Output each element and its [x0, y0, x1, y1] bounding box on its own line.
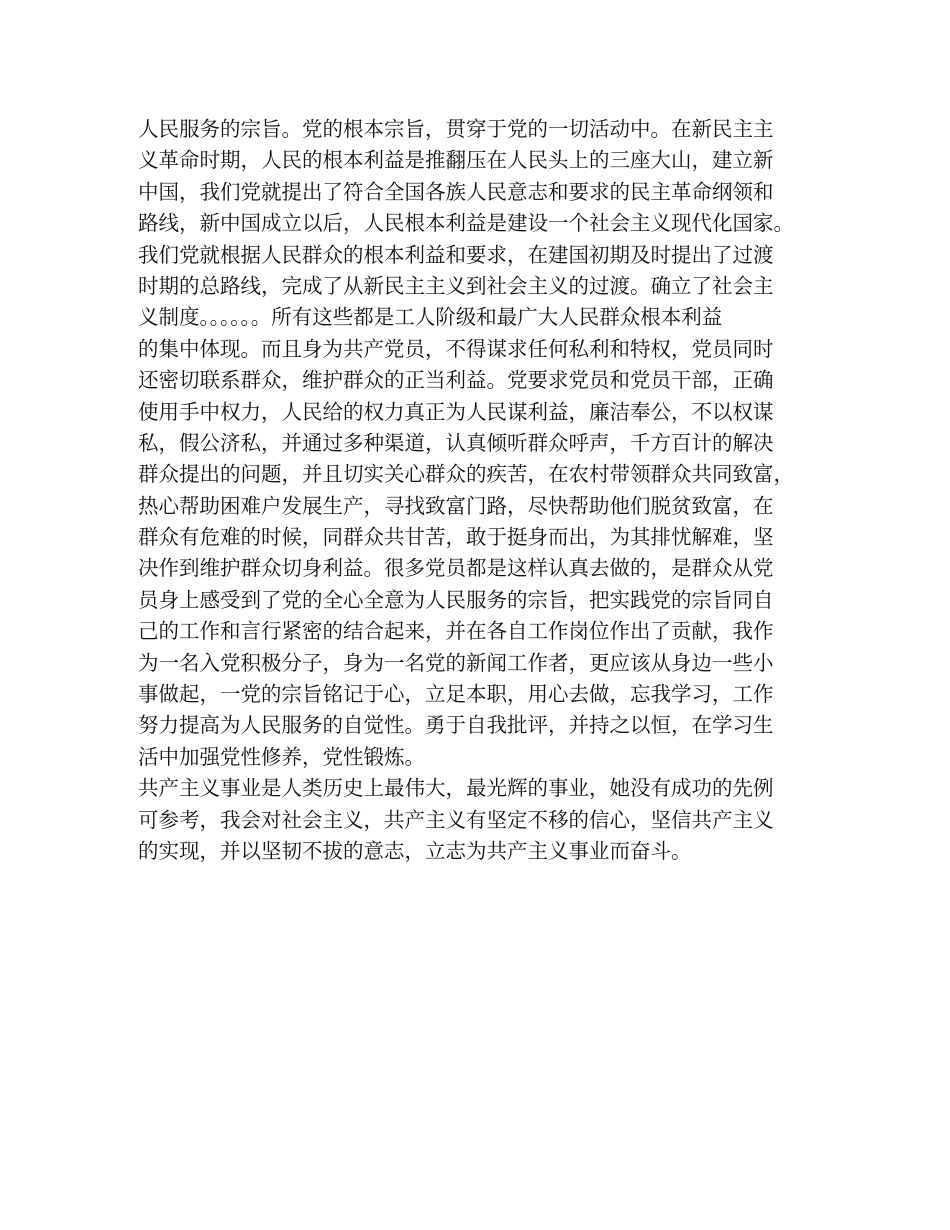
text-line: 的实现，并以坚韧不拔的意志，立志为共产主义事业而奋斗。	[138, 838, 692, 863]
text-line: 热心帮助困难户发展生产，寻找致富门路，尽快帮助他们脱贫致富，在	[138, 493, 774, 518]
text-line: 私，假公济私，并通过多种渠道，认真倾听群众呼声，千方百计的解决	[138, 430, 774, 455]
text-line: 人民服务的宗旨。党的根本宗旨，贯穿于党的一切活动中。在新民主主	[138, 117, 774, 141]
text-line: 还密切联系群众，维护群众的正当利益。党要求党员和党员干部，正确	[138, 368, 774, 393]
text-line: 中国，我们党就提出了符合全国各族人民意志和要求的民主革命纲领和	[138, 179, 774, 204]
text-line: 群众有危难的时候，同群众共甘苦，敢于挺身而出，为其排忧解难，坚	[138, 525, 774, 550]
text-line: 共产主义事业是人类历史上最伟大，最光辉的事业，她没有成功的先例	[138, 776, 774, 801]
text-line: 我们党就根据人民群众的根本利益和要求，在建国初期及时提出了过渡	[138, 242, 774, 267]
text-line: 时期的总路线，完成了从新民主主义到社会主义的过渡。确立了社会主	[138, 273, 774, 298]
body-text	[138, 114, 828, 867]
text-line: 义革命时期，人民的根本利益是推翻压在人民头上的三座大山，建立新	[138, 148, 774, 173]
text-line: 群众提出的问题，并且切实关心群众的疾苦，在农村带领群众共同致富，	[138, 462, 794, 487]
text-line: 使用手中权力，人民给的权力真正为人民谋利益，廉洁奉公，不以权谋	[138, 399, 774, 424]
text-line: 的集中体现。而且身为共产党员，不得谋求任何私利和特权，党员同时	[138, 336, 774, 361]
text-line: 决作到维护群众切身利益。很多党员都是这样认真去做的，是群众从党	[138, 556, 774, 581]
text-line: 为一名入党积极分子，身为一名党的新闻工作者，更应该从身边一些小	[138, 650, 774, 675]
text-line: 可参考，我会对社会主义，共产主义有坚定不移的信心，坚信共产主义	[138, 807, 774, 832]
text-line: 努力提高为人民服务的自觉性。勇于自我批评，并持之以恒，在学习生	[138, 713, 774, 738]
text-line: 员身上感受到了党的全心全意为人民服务的宗旨，把实践党的宗旨同自	[138, 587, 774, 612]
text-line: 活中加强党性修养，党性锻炼。	[138, 744, 425, 769]
text-line: 己的工作和言行紧密的结合起来，并在各自工作岗位作出了贡献，我作	[138, 619, 774, 644]
text-line: 义制度。。。。。。所有这些都是工人阶级和最广大人民群众根本利益	[138, 305, 723, 330]
text-line: 路线，新中国成立以后，人民根本利益是建设一个社会主义现代化国家。	[138, 211, 794, 236]
text-line: 事做起，一党的宗旨铭记于心，立足本职，用心去做，忘我学习，工作	[138, 682, 774, 707]
